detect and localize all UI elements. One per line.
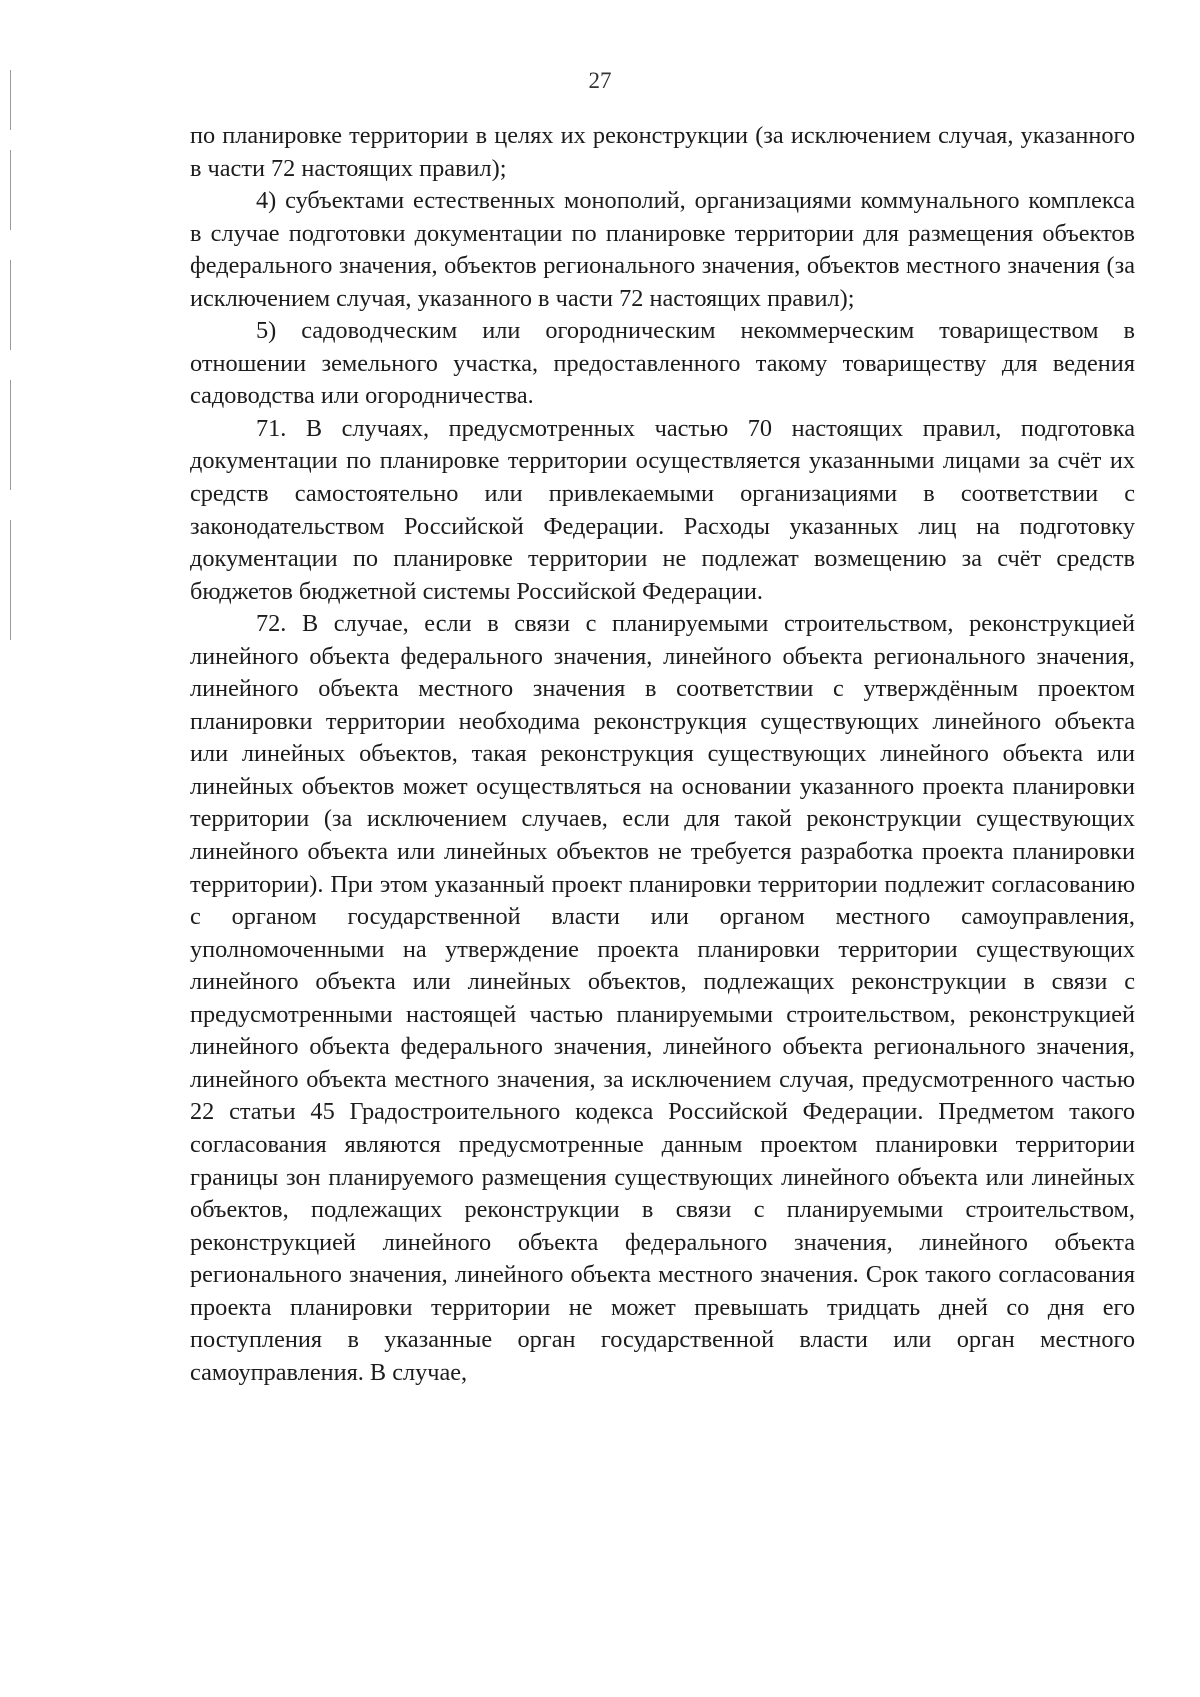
paragraph-72: 72. В случае, если в связи с планируемыми строительством, реконструкцией линейного объекта федерального значения, линейного объекта регионального значения, линейного объекта местного значения в соответствии с утверждённым проектом планировки территории необходима реконструкция существующих линейного объекта или линейных объектов, такая реконструкция существующих линейного объекта или линейных объектов может осуществляться на основании указанного проекта планировки территории (за исключением случаев, если для такой реконструкции существующих линейного объекта или линейных объектов не требуется разработка проекта планировки территории). При этом указанный проект планировки территории подлежит согласованию с органом государственной власти или органом местного самоуправления, уполномоченными на утверждение проекта планировки территории существующих линейного объекта или линейных объектов, подлежащих реконструкции в связи с предусмотренными настоящей частью планируемыми строительством, реконструкцией линейного объекта федерального значения, линейного объекта регионального значения, линейного объекта местного значения, за исключением случая, предусмотренного частью 22 статьи 45 Градостроительного кодекса Российской Федерации. Предметом такого согласования являются предусмотренные данным проектом планировки территории границы зон планируемого размещения существующих линейного объекта или линейных объектов, подлежащих реконструкции в связи с планируемыми строительством, реконструкцией линейного объекта федерального значения, линейного объекта регионального значения, линейного объекта местного значения. Срок такого согласования проекта планировки территории не может превышать тридцать дней со дня его поступления в указанные орган государственной власти или орган местного самоуправления. В случае, bbox=[190, 610, 1135, 1386]
paragraph-71: 71. В случаях, предусмотренных частью 70 настоящих правил, подготовка документации по планировке территории осуществляется указанными лицами за счёт их средств самостоятельно или привлекаемыми организациями в соответствии с законодательством Российской Федерации. Расходы указанных лиц на подготовку документации по планировке территории не подлежат возмещению за счёт средств бюджетов бюджетной системы Российской Федерации. bbox=[190, 414, 1135, 605]
scan-margin-mark bbox=[10, 260, 11, 350]
scan-margin-mark bbox=[10, 150, 11, 230]
document-body bbox=[190, 120, 1135, 1389]
paragraph-continuation: по планировке территории в целях их реконструкции (за исключением случая, указанного в части 72 настоящих правил); bbox=[190, 122, 1135, 182]
page-number: 27 bbox=[588, 68, 612, 93]
scan-margin-mark bbox=[10, 520, 11, 640]
paragraph-item-5: 5) садоводческим или огородническим некоммерческим товариществом в отношении земельного участка, предоставленного такому товариществу для ведения садоводства или огородничества. bbox=[190, 317, 1135, 410]
paragraph-item-4: 4) субъектами естественных монополий, организациями коммунального комплекса в случае подготовки документации по планировке территории для размещения объектов федерального значения, объектов регионального значения, объектов местного значения (за исключением случая, указанного в части 72 настоящих правил); bbox=[190, 187, 1135, 312]
scan-margin-mark bbox=[10, 380, 11, 490]
